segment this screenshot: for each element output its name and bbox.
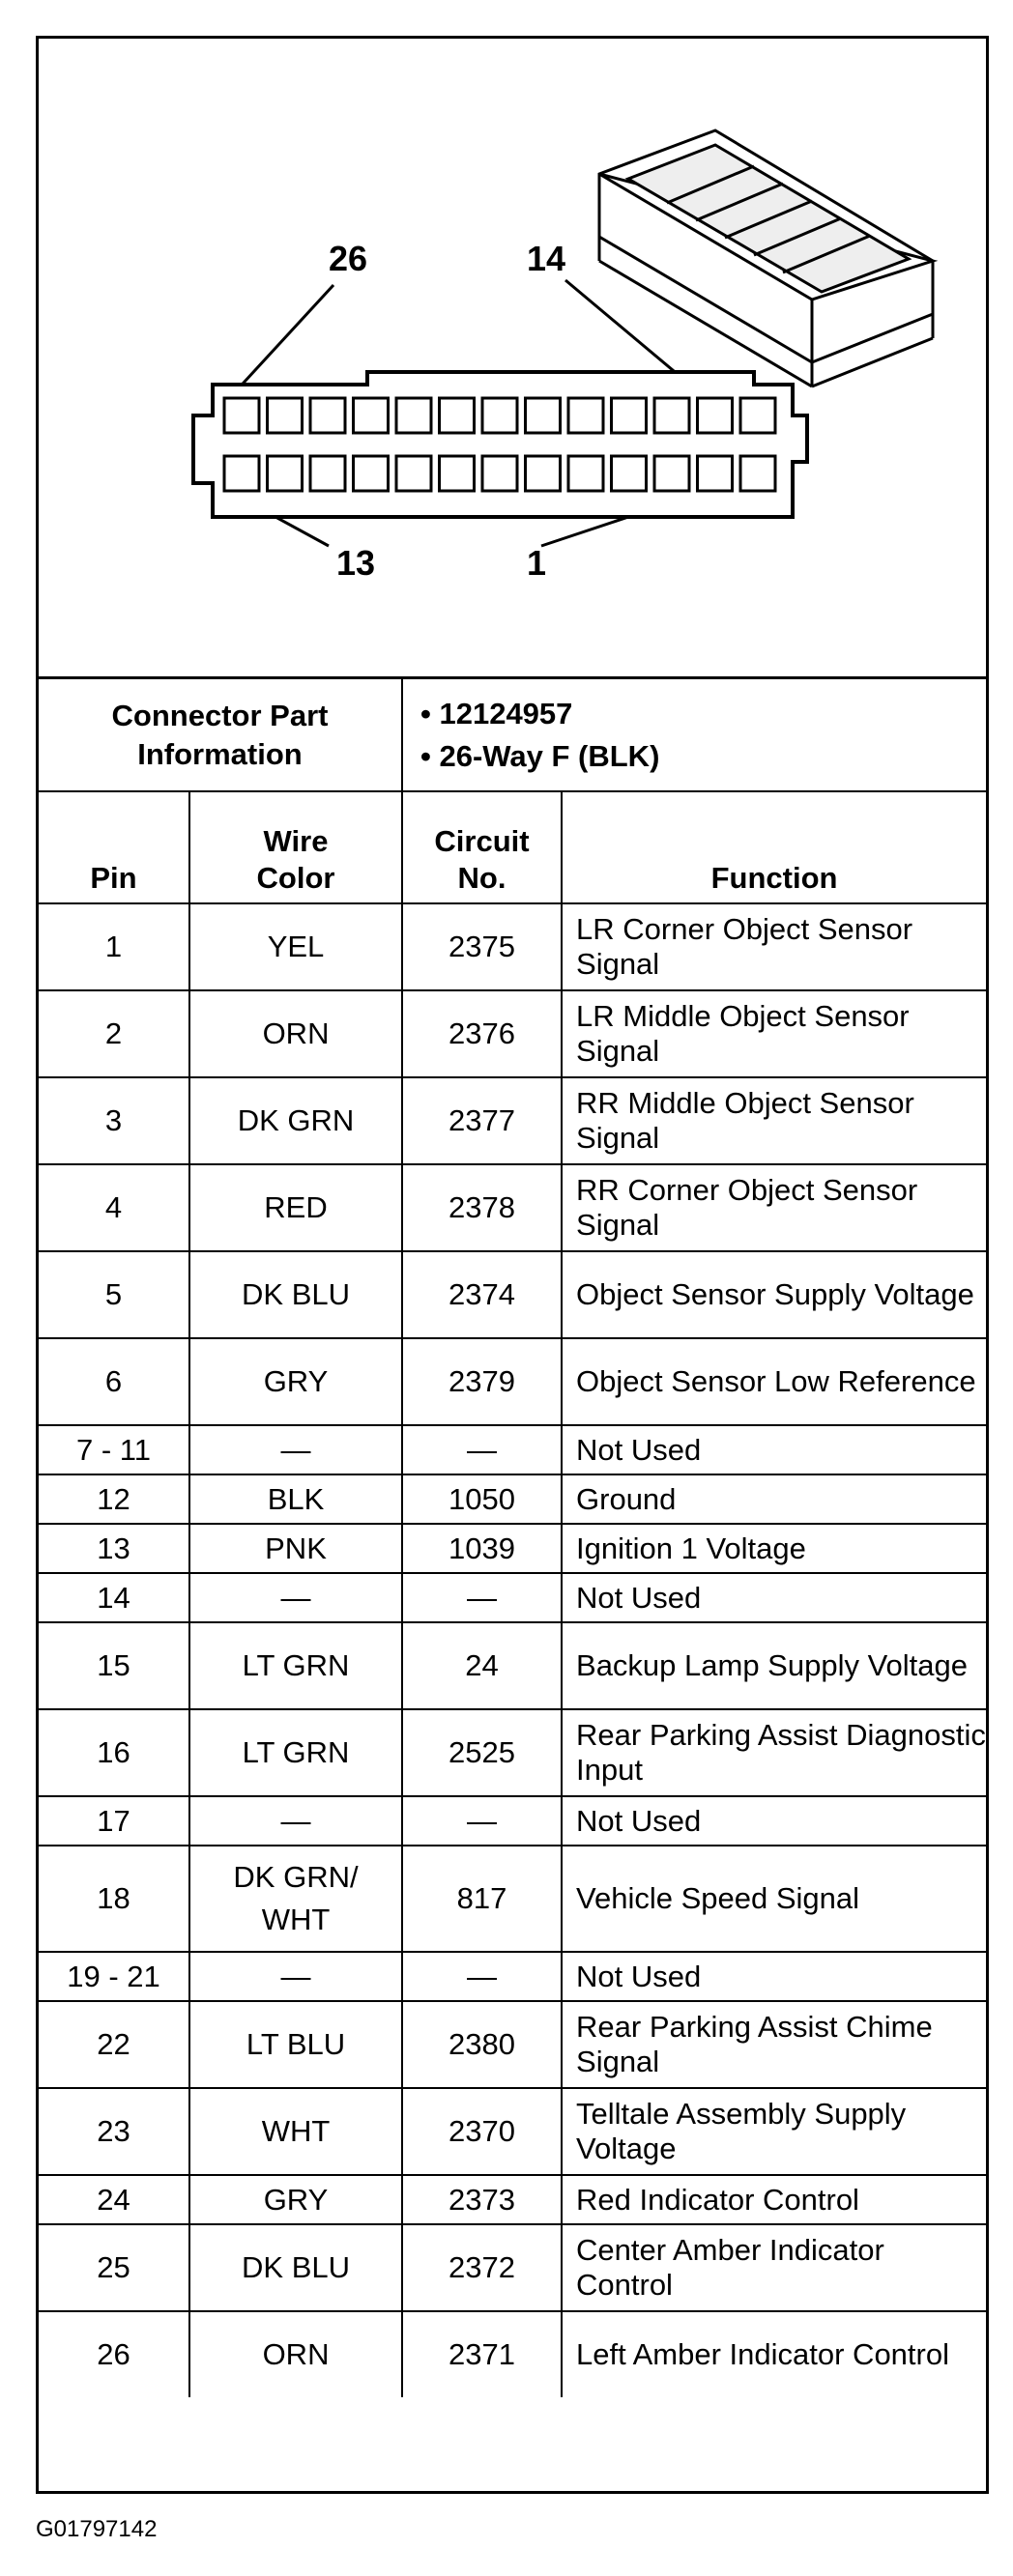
- circuit-number: 2525: [402, 1709, 562, 1796]
- wire-color: LT GRN: [189, 1709, 402, 1796]
- pin-function: LR Middle Object Sensor Signal: [562, 990, 986, 1077]
- circuit-number: 817: [402, 1846, 562, 1952]
- wire-color: LT GRN: [189, 1622, 402, 1709]
- pin-number: 13: [39, 1524, 189, 1573]
- pin-13-label: 13: [336, 543, 376, 583]
- pin-row: [39, 2224, 986, 2311]
- pin-1-label: 1: [527, 543, 547, 583]
- pin-number: 22: [39, 2001, 189, 2088]
- pin-number: 15: [39, 1622, 189, 1709]
- connector-diagram: [39, 39, 986, 679]
- circuit-number: 2375: [402, 903, 562, 990]
- wire-color: —: [189, 1796, 402, 1846]
- pin-function: RR Middle Object Sensor Signal: [562, 1077, 986, 1164]
- wire-color: —: [189, 1952, 402, 2001]
- pin-cavity: [612, 398, 647, 433]
- pin-row: [39, 1573, 986, 1622]
- pin-cavity: [698, 398, 733, 433]
- pin-cavity: [440, 398, 475, 433]
- pin-cavity: [698, 456, 733, 491]
- pin-function: Vehicle Speed Signal: [562, 1846, 986, 1952]
- pin-row: [39, 1709, 986, 1796]
- pin-function: Not Used: [562, 1952, 986, 2001]
- pin-function: Red Indicator Control: [562, 2175, 986, 2224]
- pin-cavity: [482, 398, 517, 433]
- pin-function: Telltale Assembly Supply Voltage: [562, 2088, 986, 2175]
- wire-color: PNK: [189, 1524, 402, 1573]
- pin-number: 26: [39, 2311, 189, 2397]
- figure-id: G01797142: [36, 2516, 158, 2542]
- connector-info-row: [39, 679, 986, 791]
- pin-function: Left Amber Indicator Control: [562, 2311, 986, 2397]
- pin-cavity: [354, 456, 389, 491]
- wire-color: —: [189, 1573, 402, 1622]
- connector-part-info-values: [402, 679, 986, 791]
- wire-color: YEL: [189, 903, 402, 990]
- pin-row: [39, 1952, 986, 2001]
- pin-cavity: [268, 456, 303, 491]
- pin-number: 12: [39, 1474, 189, 1524]
- wire-color: GRY: [189, 2175, 402, 2224]
- circuit-number: 2374: [402, 1251, 562, 1338]
- pin-row: [39, 1622, 986, 1709]
- wire-color: BLK: [189, 1474, 402, 1524]
- pin-function: Backup Lamp Supply Voltage: [562, 1622, 986, 1709]
- circuit-no-column-header: [402, 791, 562, 903]
- wire-color: GRY: [189, 1338, 402, 1425]
- pin-function: Center Amber Indicator Control: [562, 2224, 986, 2311]
- pin-function: LR Corner Object Sensor Signal: [562, 903, 986, 990]
- pin-row: [39, 1164, 986, 1251]
- wire-color: ORN: [189, 990, 402, 1077]
- pin-function: Object Sensor Supply Voltage: [562, 1251, 986, 1338]
- connector-part-info-header: Connector Part Information: [39, 679, 402, 791]
- wire-color-header-text: Wire Color: [256, 824, 335, 895]
- pinout-table: [39, 679, 986, 2397]
- pin-number: 25: [39, 2224, 189, 2311]
- pin-number: 5: [39, 1251, 189, 1338]
- pin-row: [39, 1338, 986, 1425]
- pin-26-label: 26: [329, 239, 368, 278]
- pin-row: [39, 1474, 986, 1524]
- pin-number: 23: [39, 2088, 189, 2175]
- pin-14-label: 14: [527, 239, 566, 278]
- pin-function: Not Used: [562, 1573, 986, 1622]
- circuit-number: —: [402, 1952, 562, 2001]
- pin-cavity: [740, 456, 775, 491]
- circuit-number: 2378: [402, 1164, 562, 1251]
- wire-color: RED: [189, 1164, 402, 1251]
- pin-function: Not Used: [562, 1425, 986, 1474]
- pin-cavity: [354, 398, 389, 433]
- pin-row: [39, 2001, 986, 2088]
- circuit-number: 2380: [402, 2001, 562, 2088]
- pin-function: Rear Parking Assist Chime Signal: [562, 2001, 986, 2088]
- pin-cavity: [224, 398, 259, 433]
- wire-color: DK GRN/ WHT: [189, 1846, 402, 1952]
- pin-function: Object Sensor Low Reference: [562, 1338, 986, 1425]
- pin-cavity: [654, 456, 689, 491]
- pin-number: 1: [39, 903, 189, 990]
- pin-column-header: Pin: [39, 791, 189, 903]
- pin-row: [39, 903, 986, 990]
- pin-cavity: [310, 398, 345, 433]
- pin-number: 18: [39, 1846, 189, 1952]
- pin-row: [39, 990, 986, 1077]
- column-header-row: [39, 791, 986, 903]
- circuit-number: —: [402, 1425, 562, 1474]
- pin-number: 3: [39, 1077, 189, 1164]
- pin-number: 2: [39, 990, 189, 1077]
- circuit-number: 2379: [402, 1338, 562, 1425]
- circuit-no-header-text: Circuit No.: [434, 824, 530, 895]
- circuit-number: 24: [402, 1622, 562, 1709]
- pin-cavity: [440, 456, 475, 491]
- pin-row: [39, 2311, 986, 2397]
- pin-cavity: [482, 456, 517, 491]
- pin-cavity: [568, 398, 603, 433]
- circuit-number: —: [402, 1573, 562, 1622]
- circuit-number: 2371: [402, 2311, 562, 2397]
- wire-color: —: [189, 1425, 402, 1474]
- pin-number: 19 - 21: [39, 1952, 189, 2001]
- pin-row: [39, 2175, 986, 2224]
- wire-color: LT BLU: [189, 2001, 402, 2088]
- pin-number: 4: [39, 1164, 189, 1251]
- pin-row: [39, 1524, 986, 1573]
- pin-row: [39, 2088, 986, 2175]
- part-description: • 26-Way F (BLK): [420, 738, 660, 773]
- connector-3d-illustration: [599, 130, 933, 386]
- part-number: • 12124957: [420, 696, 573, 730]
- pin-row: [39, 1796, 986, 1846]
- wire-color: DK GRN: [189, 1077, 402, 1164]
- pin-function: Ignition 1 Voltage: [562, 1524, 986, 1573]
- pin-number: 16: [39, 1709, 189, 1796]
- circuit-number: 2373: [402, 2175, 562, 2224]
- pin-row: [39, 1251, 986, 1338]
- pin-cavity: [568, 456, 603, 491]
- pin-function: Ground: [562, 1474, 986, 1524]
- wire-color: WHT: [189, 2088, 402, 2175]
- wire-color-column-header: [189, 791, 402, 903]
- circuit-number: 2376: [402, 990, 562, 1077]
- pin-function: Rear Parking Assist Diagnostic Input: [562, 1709, 986, 1796]
- pin-cavity: [526, 456, 561, 491]
- wire-color: DK BLU: [189, 2224, 402, 2311]
- pin-number: 24: [39, 2175, 189, 2224]
- circuit-number: —: [402, 1796, 562, 1846]
- circuit-number: 2370: [402, 2088, 562, 2175]
- pin-row: [39, 1846, 986, 1952]
- pin-cavity: [396, 398, 431, 433]
- circuit-number: 1050: [402, 1474, 562, 1524]
- pin-cavity: [526, 398, 561, 433]
- wire-color: DK BLU: [189, 1251, 402, 1338]
- pin-cavity: [310, 456, 345, 491]
- pin-cavity: [740, 398, 775, 433]
- circuit-number: 2372: [402, 2224, 562, 2311]
- connector-face-drawing: [39, 39, 986, 676]
- pin-cavity: [224, 456, 259, 491]
- pin-cavity: [396, 456, 431, 491]
- circuit-number: 1039: [402, 1524, 562, 1573]
- pin-number: 17: [39, 1796, 189, 1846]
- pin-number: 14: [39, 1573, 189, 1622]
- connector-sheet: [36, 36, 989, 2494]
- wire-color: ORN: [189, 2311, 402, 2397]
- circuit-number: 2377: [402, 1077, 562, 1164]
- connector-body-outline: [193, 372, 807, 517]
- pin-number: 6: [39, 1338, 189, 1425]
- pin-cavity: [612, 456, 647, 491]
- pin-row: [39, 1077, 986, 1164]
- pin-function: RR Corner Object Sensor Signal: [562, 1164, 986, 1251]
- pin-cavity: [654, 398, 689, 433]
- pin-number: 7 - 11: [39, 1425, 189, 1474]
- pin-row: [39, 1425, 986, 1474]
- pin-function: Not Used: [562, 1796, 986, 1846]
- function-column-header: Function: [562, 791, 986, 903]
- pin-cavity: [268, 398, 303, 433]
